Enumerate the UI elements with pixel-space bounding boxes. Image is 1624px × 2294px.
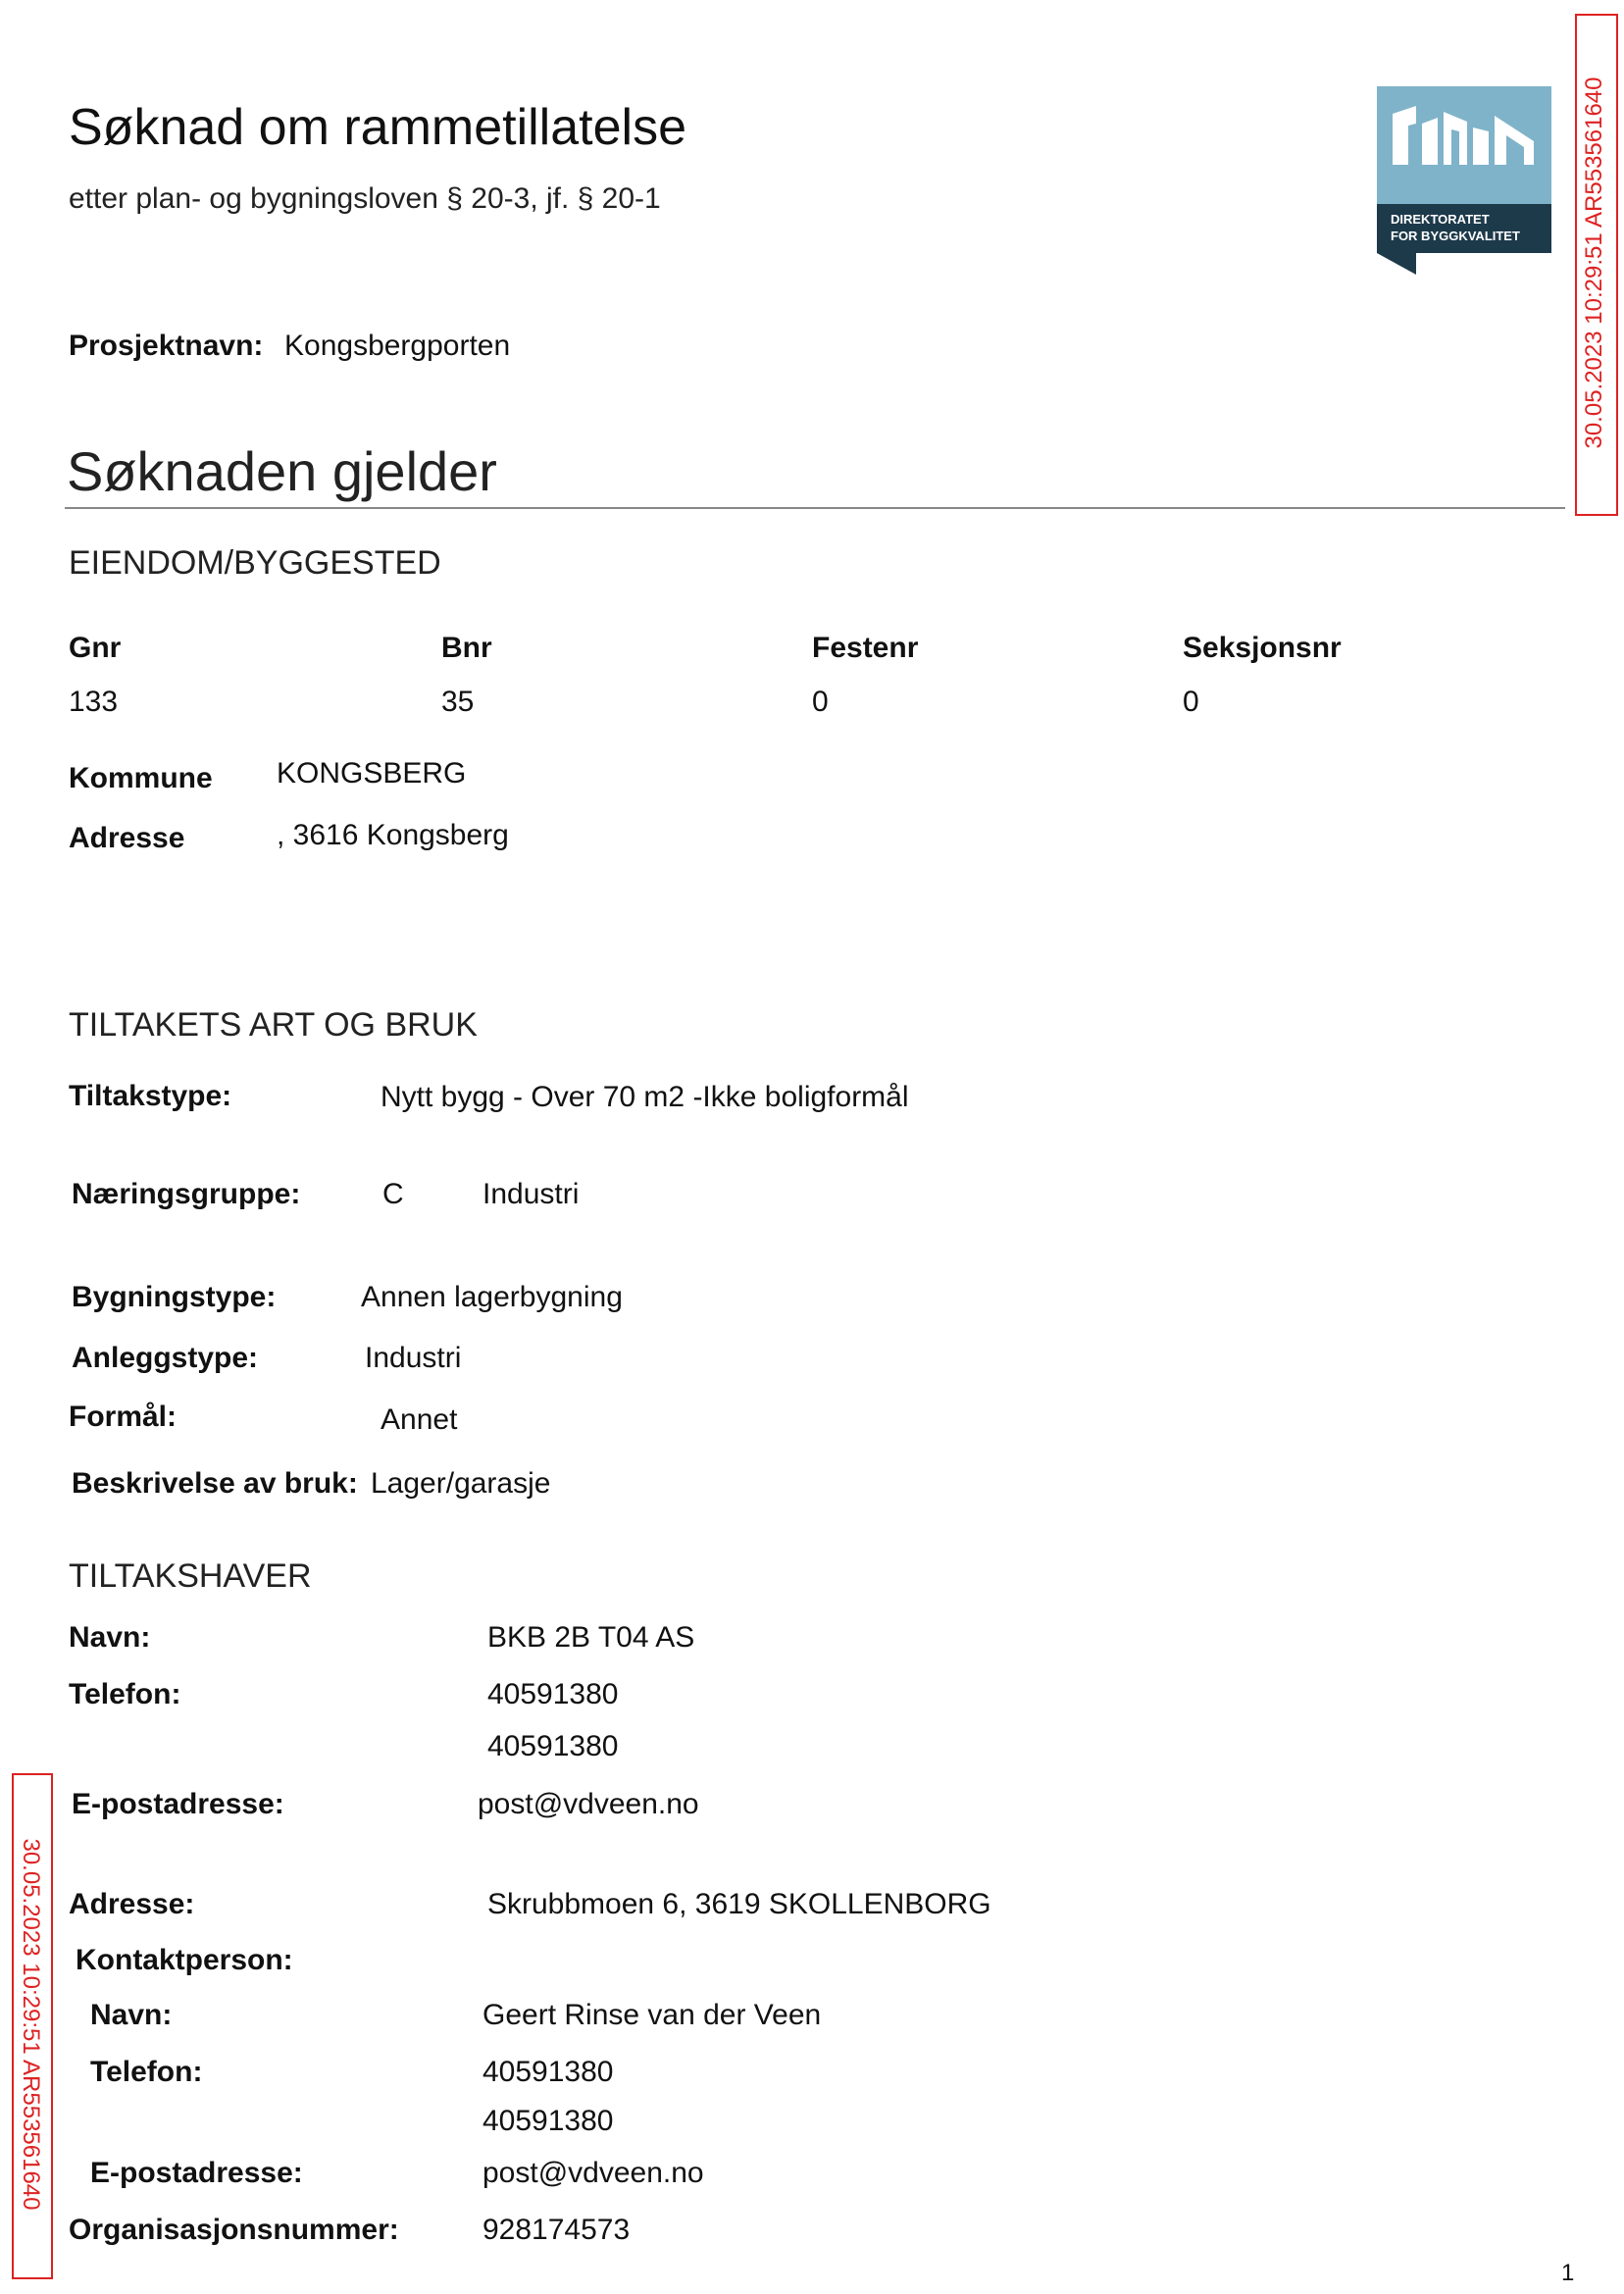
org-label: Organisasjonsnummer:	[69, 2214, 399, 2246]
kommune-label: Kommune	[69, 762, 213, 794]
left-stamp-text: 30.05.2023 10:29:51 AR553561640	[18, 1838, 44, 2211]
festenr-value: 0	[812, 686, 829, 718]
gnr-value: 133	[69, 686, 119, 718]
svg-text:FOR BYGGKVALITET: FOR BYGGKVALITET	[1391, 229, 1520, 243]
th-adresse-label: Adresse:	[69, 1888, 195, 1920]
naering-code: C	[382, 1178, 404, 1210]
document-title: Søknad om rammetillatelse	[69, 99, 686, 156]
section-divider	[65, 507, 1565, 509]
anleggstype-label: Anleggstype:	[72, 1342, 259, 1374]
dibk-logo	[1377, 86, 1551, 275]
org-value: 928174573	[482, 2214, 631, 2246]
beskrivelse-label: Beskrivelse av bruk:	[72, 1467, 358, 1500]
th-adresse-value: Skrubbmoen 6, 3619 SKOLLENBORG	[487, 1888, 991, 1920]
tiltakshaver-heading: TILTAKSHAVER	[69, 1557, 312, 1595]
telefon-value-2: 40591380	[487, 1730, 619, 1762]
kontakt-telefon-label: Telefon:	[90, 2056, 203, 2088]
formal-label: Formål:	[69, 1401, 178, 1433]
adresse-label: Adresse	[69, 822, 185, 854]
naering-label: Næringsgruppe:	[72, 1178, 301, 1210]
kontakt-epost-label: E-postadresse:	[90, 2157, 303, 2189]
formal-value: Annet	[381, 1403, 458, 1436]
kontakt-telefon-value-2: 40591380	[482, 2105, 614, 2137]
navn-value: BKB 2B T04 AS	[487, 1621, 695, 1654]
project-label: Prosjektnavn:	[69, 330, 264, 362]
page-number: 1	[1561, 2260, 1575, 2286]
telefon-value-1: 40591380	[487, 1678, 619, 1710]
tiltak-heading: TILTAKETS ART OG BRUK	[69, 1006, 478, 1044]
gnr-label: Gnr	[69, 632, 122, 664]
project-value: Kongsbergporten	[284, 330, 511, 362]
epost-label: E-postadresse:	[72, 1788, 284, 1820]
tiltakstype-label: Tiltakstype:	[69, 1080, 232, 1112]
bygningstype-value: Annen lagerbygning	[361, 1281, 623, 1313]
kontakt-navn-value: Geert Rinse van der Veen	[482, 1999, 822, 2031]
seksjonsnr-value: 0	[1183, 686, 1199, 718]
bnr-value: 35	[441, 686, 475, 718]
festenr-label: Festenr	[812, 632, 919, 664]
telefon-label: Telefon:	[69, 1678, 181, 1710]
anleggstype-value: Industri	[365, 1342, 462, 1374]
property-heading: EIENDOM/BYGGESTED	[69, 544, 441, 582]
kommune-value: KONGSBERG	[277, 757, 467, 790]
navn-label: Navn:	[69, 1621, 151, 1654]
bnr-label: Bnr	[441, 632, 492, 664]
epost-value: post@vdveen.no	[478, 1788, 699, 1820]
kontakt-navn-label: Navn:	[90, 1999, 173, 2031]
adresse-value: , 3616 Kongsberg	[277, 819, 509, 851]
kontakt-telefon-value-1: 40591380	[482, 2056, 614, 2088]
beskrivelse-value: Lager/garasje	[371, 1467, 551, 1500]
seksjonsnr-label: Seksjonsnr	[1183, 632, 1342, 664]
bygningstype-label: Bygningstype:	[72, 1281, 277, 1313]
section-title: Søknaden gjelder	[67, 440, 497, 502]
document-subtitle: etter plan- og bygningsloven § 20-3, jf. § 20-1	[69, 182, 661, 215]
right-stamp-text: 30.05.2023 10:29:51 AR553561640	[1581, 76, 1607, 449]
tiltakstype-value: Nytt bygg - Over 70 m2 -Ikke boligformål	[381, 1081, 909, 1113]
svg-text:DIREKTORATET: DIREKTORATET	[1391, 212, 1490, 227]
kontaktperson-label: Kontaktperson:	[76, 1944, 293, 1976]
naering-value: Industri	[482, 1178, 580, 1210]
kontakt-epost-value: post@vdveen.no	[482, 2157, 704, 2189]
